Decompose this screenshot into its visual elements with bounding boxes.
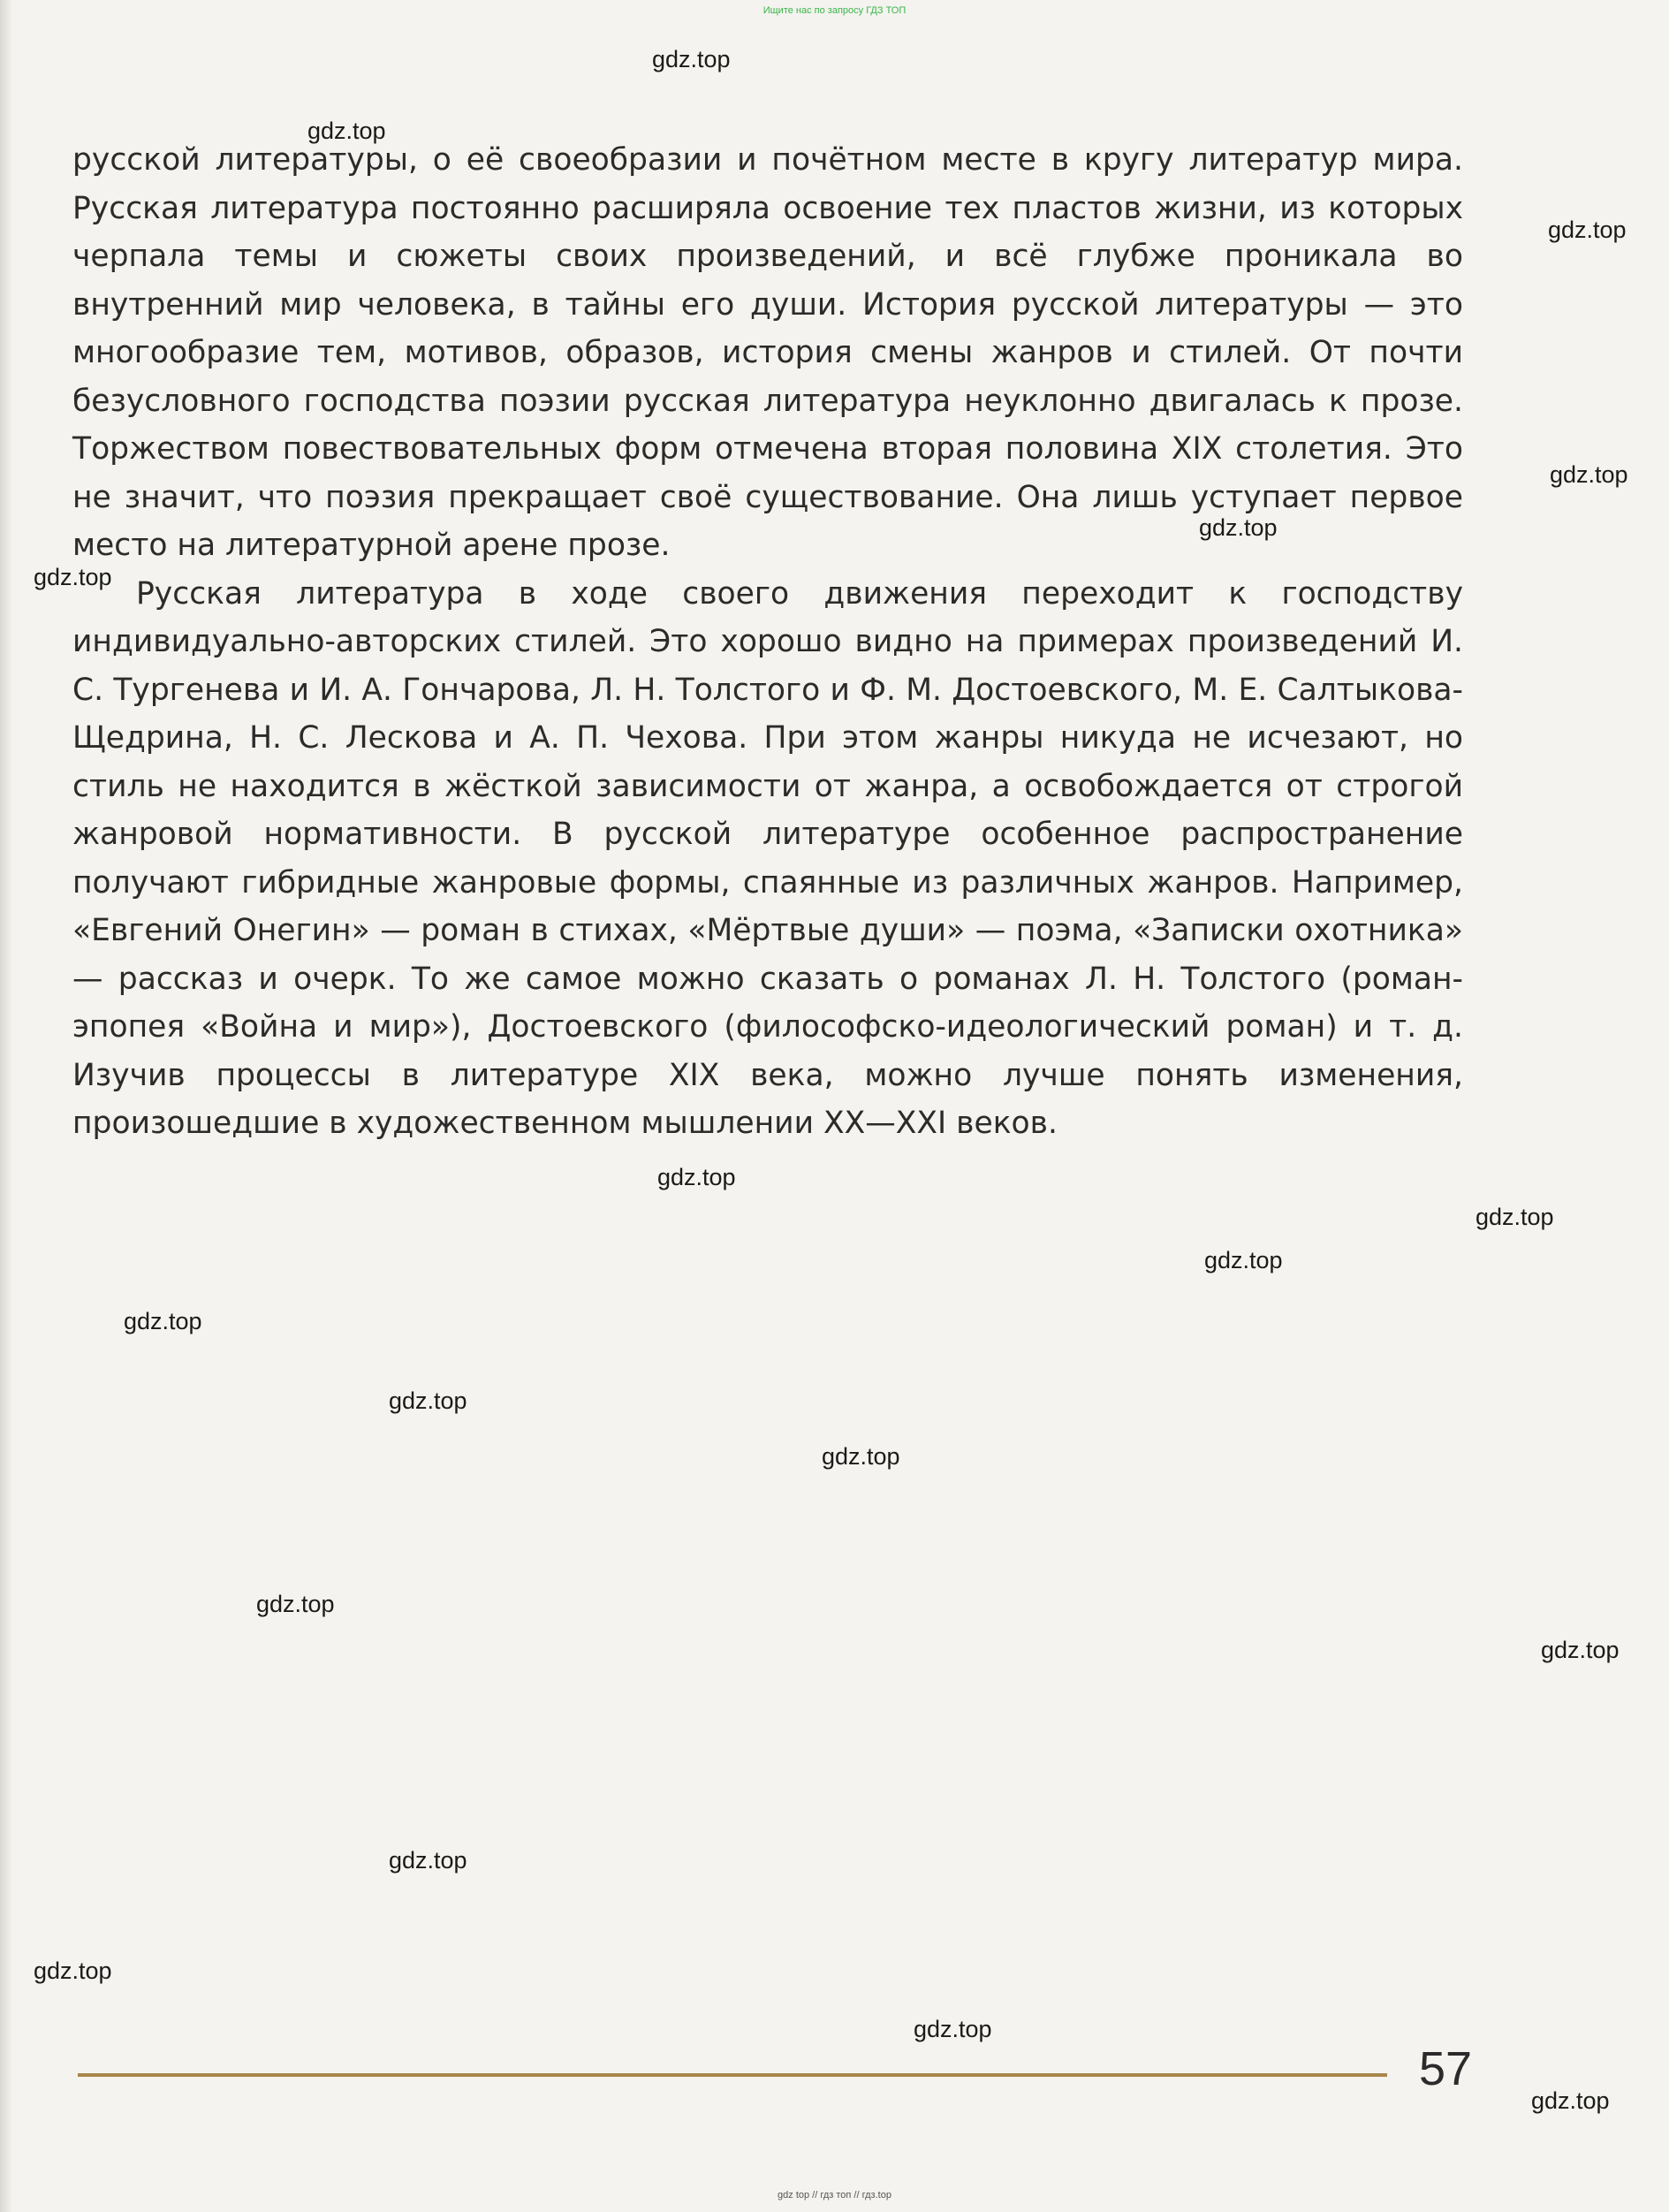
watermark: gdz.top: [307, 118, 386, 144]
watermark: gdz.top: [1541, 1637, 1620, 1663]
watermark: gdz.top: [124, 1308, 202, 1334]
watermark: gdz.top: [1476, 1204, 1554, 1230]
watermark: gdz.top: [1199, 514, 1278, 541]
watermark: gdz.top: [34, 564, 112, 590]
page-binding-edge: [0, 0, 12, 2212]
watermark: gdz.top: [652, 46, 731, 72]
watermark: gdz.top: [34, 1957, 112, 1984]
watermark: gdz.top: [914, 2016, 992, 2042]
watermark: gdz.top: [822, 1443, 900, 1470]
paragraph-1: русской литературы, о её своеобразии и почётном месте в кругу литератур мира. Русская литература постоянно расширяла освоение тех пластов жизни, из которых черпала темы и сюжеты своих произведений, и всё глубже проникала во внутренний мир человека, в тайны его души. История русской литературы — это многообразие тем, мотивов, образов, история смены жанров и стилей. От почти безусловного господства поэзии русская литература неуклонно двигалась к прозе. Торжеством повествовательных форм отмечена вторая половина XIX столетия. Это не значит, что поэзия прекращает своё существование. Она лишь уступает первое место на литературной арене прозе.: [72, 142, 1463, 563]
watermark: gdz.top: [1550, 461, 1628, 488]
footer-rule: [78, 2073, 1387, 2077]
watermark: gdz.top: [1548, 217, 1627, 243]
watermark: gdz.top: [1531, 2087, 1610, 2114]
watermark: gdz.top: [389, 1847, 467, 1874]
paragraph-2: Русская литература в ходе своего движения переходит к господству индивидуально-авторских стилей. Это хорошо видно на примерах произведений И. С. Тургенева и И. А. Гончарова, Л. Н. Толстого и Ф. М. Достоевского, М. Е. Салтыкова-Щедрина, Н. С. Лескова и А. П. Чехова. При этом жанры никуда не исчезают, но стиль не находится в жёсткой зависимости от жанра, а освобождается от строгой жанровой нормативности. В русской литературе особенное распространение получают гибридные жанровые формы, спаянные из различных жанров. Например, «Евгений Онегин» — роман в стихах, «Мёртвые души» — поэма, «Записки охотника» — рассказ и очерк. То же самое можно сказать о романах Л. Н. Толстого (роман-эпопея «Война и мир»), Достоевского (философско-идеологический роман) и т. д. Изучив процессы в литературе XIX века, можно лучше понять изменения, произошедшие в художественном мышлении XX—XXI веков.: [72, 575, 1463, 1141]
bottom-banner[interactable]: gdz top // гдз топ // гдз.top: [778, 2190, 891, 2201]
show-through-text: [80, 1197, 1493, 1233]
top-banner[interactable]: Ищите нас по запросу ГДЗ ТОП: [762, 5, 907, 16]
watermark: gdz.top: [389, 1387, 467, 1414]
page-number: 57: [1419, 2042, 1473, 2095]
body-text: [72, 136, 1463, 1148]
watermark: gdz.top: [657, 1164, 736, 1190]
watermark: gdz.top: [256, 1591, 335, 1617]
watermark: gdz.top: [1204, 1247, 1283, 1273]
